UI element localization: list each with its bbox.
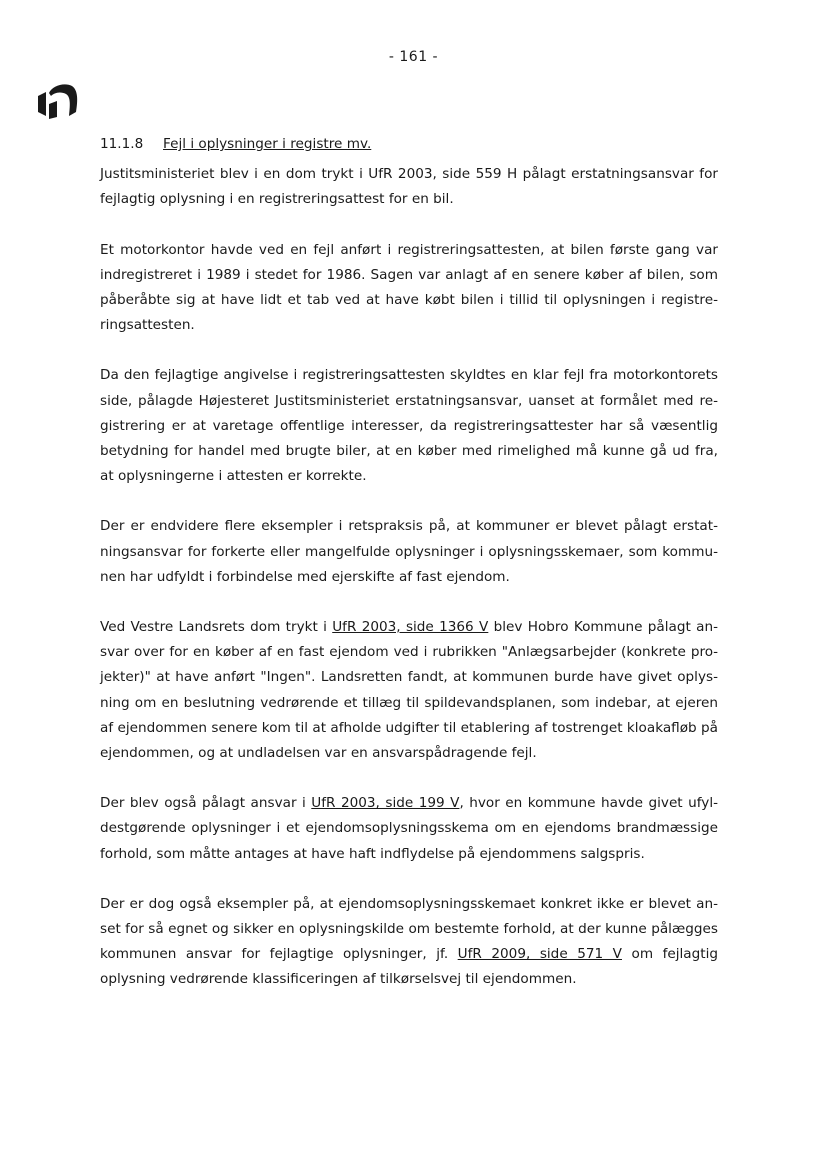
case-reference-link[interactable]: UfR 2003, side 1366 V [332,619,489,636]
paragraph-5 [100,615,718,766]
case-reference-link[interactable]: UfR 2009, side 571 V [457,946,622,963]
paragraph-7 [100,892,718,993]
page-number: - 161 - [388,49,439,65]
paragraph-7-rest: om fejlagtig oplysning vedrørende klassificeringen af tilkørselsvej til ejendommen. [100,946,718,988]
section-number: 11.1.8 [100,136,144,152]
document-body [100,132,718,1018]
section-heading [100,132,718,157]
paragraph-3: Da den fejlagtige angivelse i registreringsattesten skyldtes en klar fejl fra motorkontorets side, pålagde Højesteret Justitsministeriet erstatningsansvar, uanset at formålet med registrering er at varetage offentlige interesser, da registreringsattester har så væsentlig betydning for handel med brugte biler, at en køber med rimelighed må kunne gå ud fra, at oplysningerne i attesten er korrekte. [100,367,718,485]
paragraph-6 [100,791,718,867]
paragraph-5-lead: Ved Vestre Landsrets dom trykt i [100,619,333,636]
paragraph-7-lead: Der er dog også eksempler på, at ejendomsoplysningsskemaet konkret ikke er blevet anset for så egnet og sikker en oplysningskilde om bestemte forhold, at der kunne pålægges kommunen ansvar for fejlagtige oplysninger, jf. [100,895,718,963]
paragraph-4: Der er endvidere flere eksempler i retspraksis på, at kommuner er blevet pålagt erstatningsansvar for forkerte eller mangelfulde oplysninger i oplysningsskemaer, som kommunen har udfyldt i forbindelse med ejerskifte af fast ejendom. [100,518,718,585]
case-reference-link[interactable]: UfR 2003, side 199 V [311,795,460,812]
section-title: Fejl i oplysninger i registre mv. [163,136,372,152]
paragraph-5-rest: blev Hobro Kommune pålagt ansvar over for en køber af en fast ejendom ved i rubrikken "Anlægsarbejder (konkrete projekter)" at have anført "Ingen". Landsretten fandt, at kommunen burde have givet oplysning om en beslutning vedrørende et tillæg til spildevandsplanen, som indebar, at ejeren af ejendommen senere kom til at afholde udgifter til etablering af tostrenget kloakafløb på ejendommen, og at undladelsen var en ansvarspådragende fejl. [100,619,718,762]
paragraph-1: Justitsministeriet blev i en dom trykt i UfR 2003, side 559 H pålagt erstatningsansvar for fejlagtig oplysning i en registreringsattest for en bil. [100,166,718,208]
paragraph-2: Et motorkontor havde ved en fejl anført i registreringsattesten, at bilen første gang var indregistreret i 1989 i stedet for 1986. Sagen var anlagt af en senere køber af bilen, som påberåbte sig at have lidt et tab ved at have købt bilen i tillid til oplysningen i registreringsattesten. [100,241,718,334]
publisher-logo-icon [36,82,80,120]
paragraph-6-lead: Der blev også pålagt ansvar i [100,795,312,812]
paragraph-6-rest: , hvor en kommune havde givet ufyldestgørende oplysninger i et ejendomsoplysningsskema om en ejendoms brandmæssige forhold, som måtte antages at have haft indflydelse på ejendommens salgspris. [100,795,719,862]
